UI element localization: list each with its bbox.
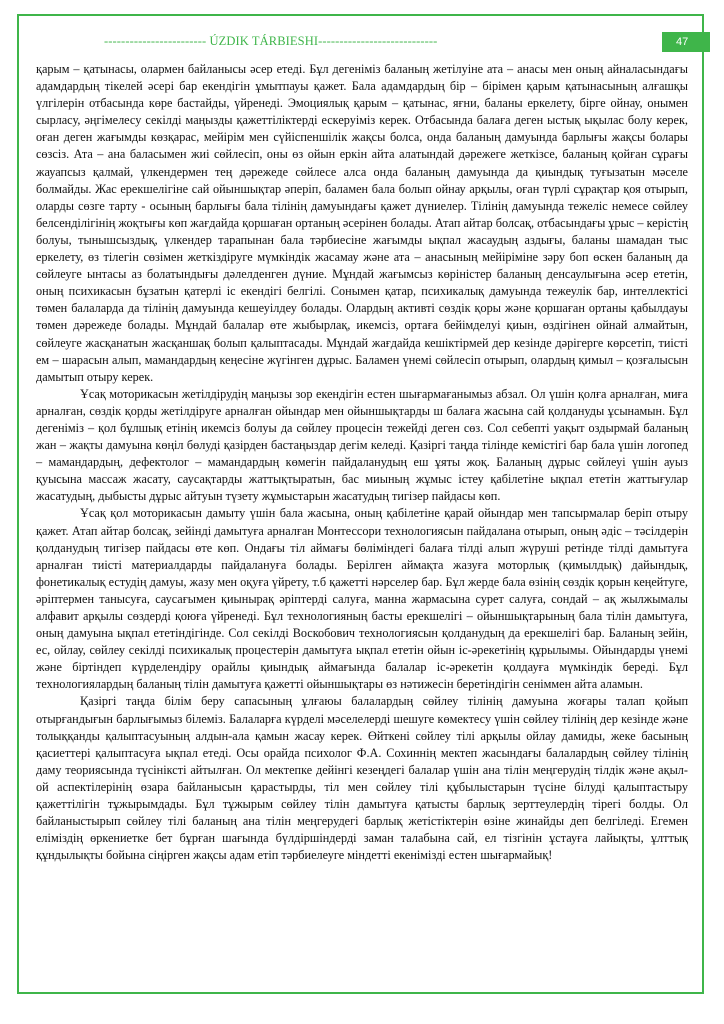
- page-header: [0, 30, 724, 52]
- paragraph-4: Қазіргі таңда білім беру сапасының ұлғаюы балалардың сөйлеу тілінің дамуына жоғары талап қойып отырғандығын барлығымыз білеміз. Балаларға күрделі мәселелерді шешуге көмектесу үшін сөйлеу тілінің дер кезінде және толыққанды қалыптасуының алдын-ала қамын жасау керек. Өйткені сөйлеу тілі арқылы ойлау дамиды, жеке басының қасиеттері қалыптасуға ықпал етеді. Осы орайда психолог Ф.А. Сохиннің мектеп жасындағы балалардың сөйлеу тілінің даму теориясында түсініксті айтылған. Ол мектепке дейінгі кезеңдегі балалар үшін ана тілін меңгерудің тілдік және ақыл-ой аспектілерінің өзара байланысын қарастырды, тіл мен сөйлеу тілі құбылыстарын түсіне білуді қалыптастыру қажеттілігін тұжырымдады. Бұл тұжырым сөйлеу тілін дамытуға қатысты барлық зерттеулердің тірегі болды. Ол байланыстырып сөйлеу тілі баланың ана тілін меңгерудегі барлық жетістіктерін өзіне жинайды деп белгіледі. Егемен еліміздің өркениетке бет бұрған шағында бүлдіршіндерді заман талабына сай, ел тізгінін ұстауға лайықты, ұлттық құндылықты бойына сіңірген жақсы адам етіп тәрбиелеуге міндетті екенімізді естен шығармайық!: [36, 694, 688, 863]
- paragraph-1: қарым – қатынасы, олармен байланысы әсер етеді. Бұл дегеніміз баланың жетілуіне ата – анасы мен оның айналасындағы адамдардың тікелей әсері бар екендігін ұмытпауы қажет. Бала адамдардың бір – бірімен қарым қатынасының алғашқы үлгілерін отбасында көре бастайды, үйренеді. Эмоциялық қарым – қатынас, яғни, баланы еркелету, бірге ойнау, онымен сырласу, әңгімелесу секілді маңызды қажеттіліктерді ескеруіміз керек. Отбасында балаға деген ыстық ықылас болу керек, оған деген жағымды көзқарас, мейірім мен сүйіспеншілік жақсы болса, онда баланың дамуында барлығы жақсы болары сөзсіз. Ата – ана баласымен жиі сөйлесіп, оны өз ойын еркін айта алатындай дәрежеге жеткізсе, баланың қойған сұрағы жауапсыз қалмай, үлкендермен тең дәрежеде сөйлесе алса онда баланың дамуында да қиындық туғызатын мәселе болмайды. Жас ерекшелігіне сай ойыншықтар әперіп, баламен бала болып ойнау арқылы, оған түрлі сұрақтар қоя отырып, оларды сөзге тарту - осының барлығы бала тілінің дамуындағы қажет дүниелер. Тілінің дамуында тежеліс немесе сөйлеу белсенділігінің жоқтығы көп жағдайда қоршаған ортаның әсерінен болады. Атап айтар болсақ, отбасындағы ұрыс – керістің болуы, тынышсыздық, үлкендер тарапынан бала тәрбиесіне жағымды ықпал жасаудың аздығы, баланы шамадан тыс еркелету, өз тілегін сөзімен жеткіздіруге мүмкіндік жасамау және ата – анасының мейіріміне зәру боп өскен баланың да сөйлеуге ынтасы аз болатындығы дәлелденген дүние. Мұндай жағымсыз көріністер баланың денсаулығына әсер ететін, оның психикасын бұзатын қатерлі іс екендігі белгілі. Сонымен қатар, психикалық дамуында тежеулік бар, интеллектісі төмен балаларда да тілінің дамуында кешеуілдеу болады. Олардың активті сөздік қоры және қоршаған ортаны қабылдауы төмен дәрежеде болады. Мұндай балалар өте жыбырлақ, икемсіз, ортаға бейімделуі қиын, өздігінен ойнай алмайтын, сөйлеуге жасқанатын жасқаншақ болып қалыптасады. Мұндай жағдайда кешіктірмей дер кезінде дәрігерге көрсетіп, тиісті ем – шарасын алып, мамандардың кеңесіне жүгінген дұрыс. Баламен үнемі сөйлесіп отырып, олардың қимыл – қозғалысын дамытып отыру керек.: [36, 62, 688, 384]
- journal-title: ------------------------ ÚZDIK TÁRBIESHI----------------------------: [104, 34, 438, 48]
- paragraph-3: Ұсақ қол моторикасын дамыту үшін бала жасына, оның қабілетіне қарай ойындар мен тапсырмалар беріп отыру қажет. Атап айтар болсақ, зейінді дамытуға арналған Монтессори технологиясын пайдалана отырып, оның әдіс – тәсілдерін қолданудың тигізер пайдасы өте көп. Ондағы тіл аймағы бөліміндегі балаға тілді алып жүруші ретінде тілді дамытуға арналған тиісті материалдарды пайдалануға болады. Берілген аймақта жазуға моторлық (қимылдық) дайындық, фонетикалық естудің дамуы, жазу мен оқуға үйрету, т.б қажетті нәрселер бар. Бұл жерде бала өзінің сөздік қорын кеңейтуге, әріптермен танысуға, саусағымен қиынырақ әріптерді салуға, манна жармасына сурет салуға, сондай – ақ жылжымалы алфавит арқылы сөздерді қоюға үйренеді. Бұл технологияның басты ерекшелігі – ойыншықтарының бала тілін дамытуға, оның дамуына ықпал ететіндігінде. Сол секілді Воскобович технологиясын қолданудың да ерекшелігі бар. Баланың зейін, ес, ойлау, сөйлеу секілді психикалық процестерін дамытуға ықпал ететін ойын іс-әрекетінің құрылымы. Ойындарды үнемі және біртіндеп күрделендіру орайлы қиындық аймағында балалар іс-әрекетін қолдауға мүмкіндік береді. Бұл технологиялардың баланың тілін дамытуға қажетті ойыншықтары өз нәтижесін беретіндігін сеніммен айта аламын.: [36, 506, 688, 692]
- article-body: [36, 61, 688, 864]
- paragraph-2: Ұсақ моторикасын жетілдірудің маңызы зор екендігін естен шығармағанымыз абзал. Ол үшін қолға арналған, миға арналған, сөздік қорды жетілдіруге арналған ойындар мен ойыншықтарды ш балаға жасына сай қолдануды ұсынамын. Бұл дегеніміз – қол бұлшық етінің икемсіз болуы да сөйлеу процесін тежейді деген сөз. Сол себепті уақыт оздырмай баланың жан – жақты дамуына көңіл бөлуді қазірден бастаңыздар дегім келеді. Қазіргі таңда тілінде кемістігі бар бала үшін логопед – мамандардың, дефектолог – мамандардың көмегін пайдаланудың еш ұяты жоқ. Баланың дұрыс сөйлеуі үшін ауыз қуысына массаж жасату, саусақтарды жаттықтыратын, бас миының жұмыс істеу қабілетіне ықпал ететін жаттығулар жасатудың, дыбысты дұрыс айтуын түзету жұмыстарын жасатудың тигізер пайдасы көп.: [36, 386, 688, 504]
- page-number-badge: 47: [662, 32, 710, 52]
